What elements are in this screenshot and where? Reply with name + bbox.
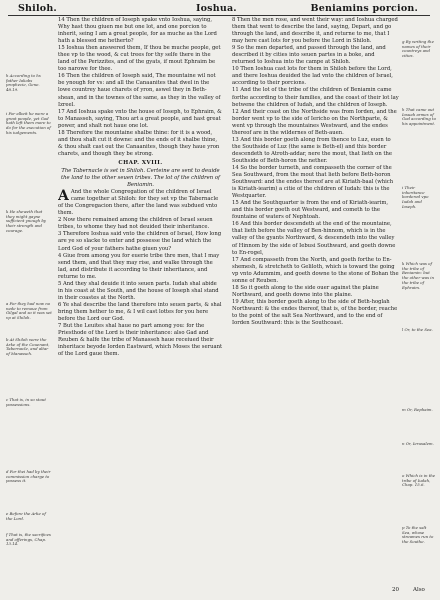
verse-paragraph: 17 And compasseth from the North, and goeth forthe to En-shemesh, & stretcheth to Geliloth, which is toward the going vp vnto Adummim, and goeth downe to the stone of Bohan the sonne of Reuben.: [232, 256, 399, 284]
verse-paragraph: 4 Giue from among you for euerie tribe thre men, that I may send them, and that they may rise, and walke through the lad, and distribute it according to their inheritance, and returne to me.: [58, 252, 220, 280]
margin-note: p To the salt Sea, whose streames run to the Southe.: [402, 526, 434, 545]
margin-note: k Which was of the tribe of Beniamin: but the other was in the tribe of Ephraim.: [402, 262, 435, 290]
verse-paragraph: 13 And this border goeth along from thence to Luz, euen to the Southside of Luz (the same is Beth-el) and this border descendeth to Atroth-addar, nere the mout, that lieth on the Southside of Beth-horon the nether.: [232, 136, 392, 164]
margin-note: i Their inheritance bordered vpo Iudah and Ioseph.: [402, 186, 429, 209]
verse-paragraph: 18 Therefore the mountaine shalbe thine: for it is a wood, and thou shalt cut it downe: and the ends of it shalbe thine, & thou shalt cast out the Canaanites, though they haue yron charets, and though they be strong.: [58, 129, 220, 157]
catchword: Also: [413, 587, 425, 593]
running-head-right: Beniamins porcion.: [310, 3, 418, 14]
margin-note: k He sheweth that they might gayne sufficient ynough by their strength and courage.: [6, 210, 47, 233]
left-text-column: [58, 17, 223, 585]
chapter-heading: CHAP. XVIII.: [118, 159, 163, 166]
verse-paragraph: 14 So the border turneth, and compasseth the corner of the Sea Southward, from the mout that lieth before Beth-horon Southward: and the endes thereof are at Kiriath-baal (which is Kiriath-iearim) a citie of the children of Iudah: this is the Westquarter.: [232, 164, 394, 200]
margin-note: l Or, to the Sea.: [402, 328, 433, 332]
margin-note: a For they had now no nede to remoue from Gilgal and so it was set vp at Shiloh.: [6, 302, 52, 321]
verse-paragraph: 12 And their coast on the Northside was from Iorden, and the border went vp to the side of Iericho on the Northparte, & went vp through the mountaines Westward, and the endes thereof are in the wildernes of Beth-auen.: [232, 108, 397, 136]
margin-note: b At Shiloh were the Arke of the Couenant, Tabernacle, and altar of Manasseh.: [6, 338, 50, 357]
verse-paragraph: 19 After, this border goeth along to the side of Beth-hoglah Northward: & the endes thereof, that is, of the border, reache to the point of the salt Sea Northward, and to the end of Iorden Southward: this is the Southcoast.: [232, 298, 398, 327]
margin-note: m Or, Rephaim.: [402, 408, 433, 412]
verse-paragraph: 9 So the men departed, and passed through the land, and described it by cities into seuen partes in a boke, and returned to Ioshua into the campe at Shiloh.: [232, 45, 386, 66]
verse-paragraph: 18 So it goeth along to the side ouer against the plaine Northward, and goeth downe into the plaine.: [232, 284, 379, 298]
running-head-left: Shiloh.: [18, 3, 57, 14]
verse-paragraph: 3 Therefore Ioshua said vnto the children of Israel, How long are ye so slacke to enter and possesse the land which the Lord God of your fathers hathe giuen you?: [58, 231, 222, 252]
margin-note: i For albeit he were a great people, yet God hath left them more to do for the execution of his iudgements.: [6, 112, 51, 135]
verse-paragraph: 6 Ye shal describe the land therefore into seuen parts, & shal bring them hether to me, & I wil cast lottes for you here before the Lord our God.: [58, 301, 222, 322]
verse-paragraph: And the whole Congregation of the children of Israel came together at Shiloh: for they set vp the Tabernacle of the Congregacion there, after the land was subdued vnto them.: [58, 189, 219, 217]
verse-paragraph: 15 And the Southquarter is from the end of Kiriath-iearim, and this border goeth out Westward, and cometh to the fountaine of waters of Nephtoah.: [232, 200, 389, 221]
verse-paragraph: 5 And they shal deuide it into seuen parts. Iudah shal abide in his coast at the South, and the house of Ioseph shal stand in their coastes at the North.: [58, 280, 219, 301]
verse-paragraph: 7 But the Leuites shal haue no part among you: for the Priesthode of the Lord is their inheritance: also Gad and Reuben & halfe the tribe of Manasseh haue receiued their inheritace beyode Iorden Eastward, which Moses the seruant of the Lord gaue them.: [58, 323, 223, 358]
margin-note: f That is, the sacrifices and offerings, Chap. 13.14.: [6, 533, 51, 547]
margin-note: h That came out Iosuah armes of God according to his appointment.: [402, 108, 436, 127]
right-text-column: [232, 17, 399, 585]
chapter-argument: The Tabernacle is set in Shiloh. Certeine are sent to deuide the land to the other seuen tribes. The lot of the children of Beniamin.: [61, 167, 220, 189]
margin-note: h According to hs father Iakobs prophecie, Gene. 48.19.: [6, 74, 41, 93]
margin-note: n Or, Ierusalem.: [402, 442, 434, 446]
signature-mark: 20: [392, 587, 399, 593]
header-rule: [8, 15, 430, 16]
margin-note: d For thei had by their commission charge to possess it.: [6, 470, 51, 484]
margin-note: e Before the Arke of the Lord.: [6, 512, 46, 521]
verse-paragraph: 17 And Ioshua spake vnto the house of Ioseph, to Ephraim, & to Manasseh, saying, Thou art a great people, and hast great power, and shalt not haue one lot.: [58, 108, 222, 129]
verse-paragraph: 10 Then Ioshua cast lots for them in Shiloh before the Lord, and there Ioshua deuided the lad vnto the children of Israel, according to their porcions.: [232, 66, 393, 87]
drop-capital: A: [58, 188, 69, 205]
margin-note: c That is, in so stout possessions.: [6, 398, 46, 407]
verse-paragraph: 8 Then the men rose, and went their way: and Ioshua charged them that went to describe the land, saying, Depart, and go through the land, and describe it, and returne to me, that I may here cast lots for you before the Lord in Shiloh.: [232, 17, 398, 45]
verse-paragraph: 16 And this border descendeth at the end of the mountaine, that lieth before the valley of Ben-hinnom, which is in the valley of the gyants Northward, & descendeth into the valley of Hinnom by the side of Iebusi Southward, and goeth downe to En-rogel,: [232, 221, 396, 256]
verse-paragraph: 15 Ioshua then answered them, If thou be muche people, get thee vp to the wood, & cut trees for thy selfe there in the land of the Perizzites, and of the gyats, if mout Ephraim be too narowe for thee.: [58, 45, 221, 73]
margin-note: g By writing the names of their countreys and cities.: [402, 40, 434, 59]
running-head-center: Ioshua.: [196, 3, 237, 14]
verse-paragraph: 11 And the lot of the tribe of the children of Beniamin came forthe according to their families, and the coast of their lot lay betwene the children of Iudah, and the children of Ioseph.: [232, 87, 399, 108]
verse-paragraph: 16 Then the children of Ioseph said, The mountaine wil not be ynough for vs: and all the Canaanites that dwel in the lowe countrey haue charets of yron, aswel they in Beth-shean, and in the townes of the same, as they in the valley of Izreel.: [58, 73, 221, 108]
verse-paragraph: 2 Now there remained among the children of Israel seuen tribes, to whome they had not deuided their inheritance.: [58, 217, 213, 231]
verse-paragraph: 14 Then the children of Ioseph spake vnto Ioshua, saying, Why hast thou giuen me but one lot, and one porcion to inherit, seing I am a great people, for as muche as the Lord hath a blessed me hetherto?: [58, 17, 217, 45]
margin-note: o Which is in the tribe of Iudah, Chap. 15.6.: [402, 474, 436, 488]
